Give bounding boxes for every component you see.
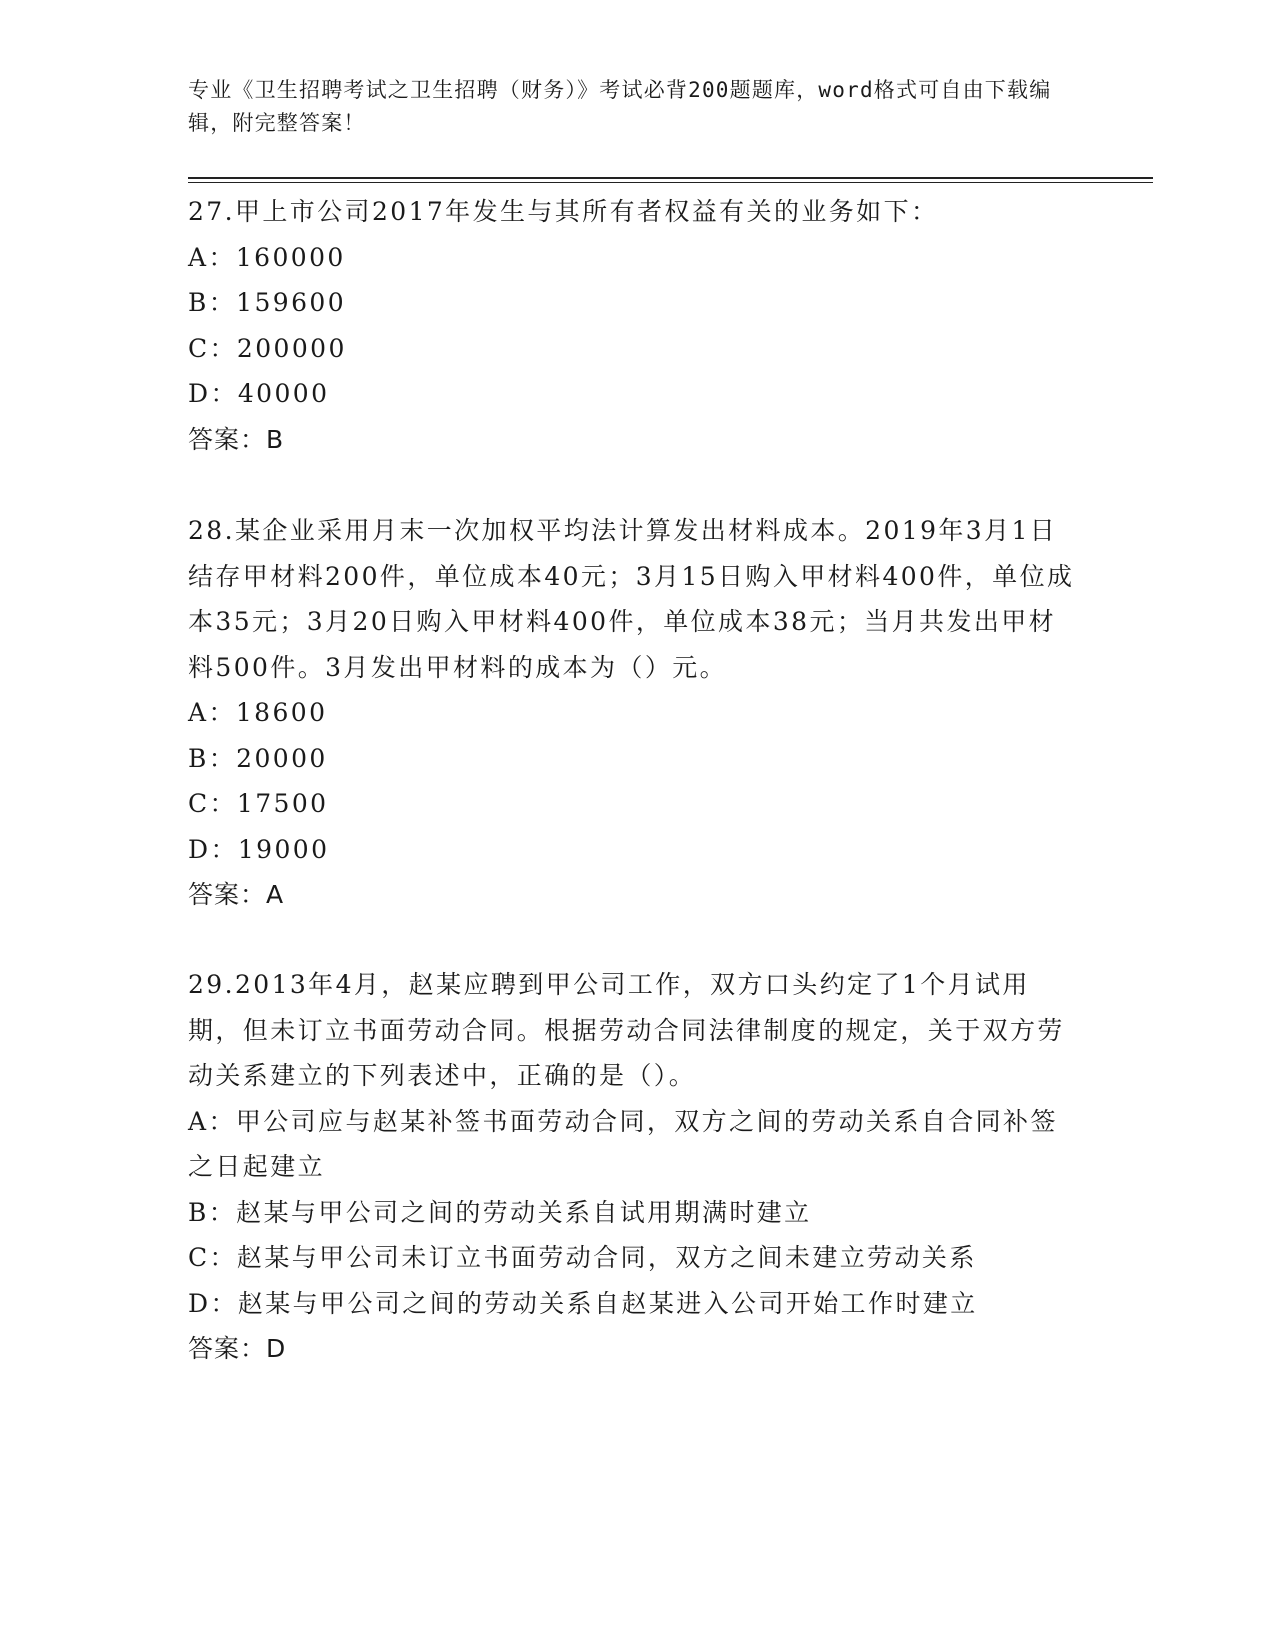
option-d: D：40000 bbox=[188, 379, 330, 408]
option-c: C：17500 bbox=[188, 789, 329, 818]
option-c: C：赵某与甲公司未订立书面劳动合同，双方之间未建立劳动关系 bbox=[188, 1243, 977, 1272]
header-divider-thin bbox=[188, 182, 1153, 183]
option-d: D：19000 bbox=[188, 834, 330, 864]
option-b: B：赵某与甲公司之间的劳动关系自试用期满时建立 bbox=[188, 1197, 812, 1227]
option-b: B：20000 bbox=[188, 743, 328, 773]
question-28 bbox=[188, 508, 1078, 918]
answer-line: 答案：D bbox=[188, 1334, 287, 1363]
option-b: B：159600 bbox=[188, 288, 347, 317]
answer-line: 答案：B bbox=[188, 424, 285, 454]
question-stem: 29.2013年4月，赵某应聘到甲公司工作，双方口头约定了1个月试用期，但未订立书面劳动合同。根据劳动合同法律制度的规定，关于双方劳动关系建立的下列表述中，正确的是（）。 bbox=[188, 970, 1065, 1090]
option-a: A：18600 bbox=[188, 698, 328, 727]
option-a: A：甲公司应与赵某补签书面劳动合同，双方之间的劳动关系自合同补签之日起建立 bbox=[188, 1106, 1058, 1181]
question-stem: 27.甲上市公司2017年发生与其所有者权益有关的业务如下： bbox=[188, 197, 939, 226]
answer-line: 答案：A bbox=[188, 880, 285, 909]
question-27 bbox=[188, 189, 1078, 462]
header-divider-thick bbox=[188, 177, 1153, 179]
option-a: A：160000 bbox=[188, 242, 346, 272]
option-d: D：赵某与甲公司之间的劳动关系自赵某进入公司开始工作时建立 bbox=[188, 1288, 978, 1318]
document-header: 专业《卫生招聘考试之卫生招聘（财务）》考试必背200题题库，word格式可自由下载编辑，附完整答案！ bbox=[188, 78, 1052, 135]
question-29 bbox=[188, 962, 1078, 1372]
question-stem: 28.某企业采用月末一次加权平均法计算发出材料成本。2019年3月1日结存甲材料200件，单位成本40元；3月15日购入甲材料400件，单位成本35元；3月20日购入甲材料400件，单位成本38元；当月共发出甲材料500件。3月发出甲材料的成本为（）元。 bbox=[188, 516, 1075, 682]
option-c: C：200000 bbox=[188, 333, 347, 363]
